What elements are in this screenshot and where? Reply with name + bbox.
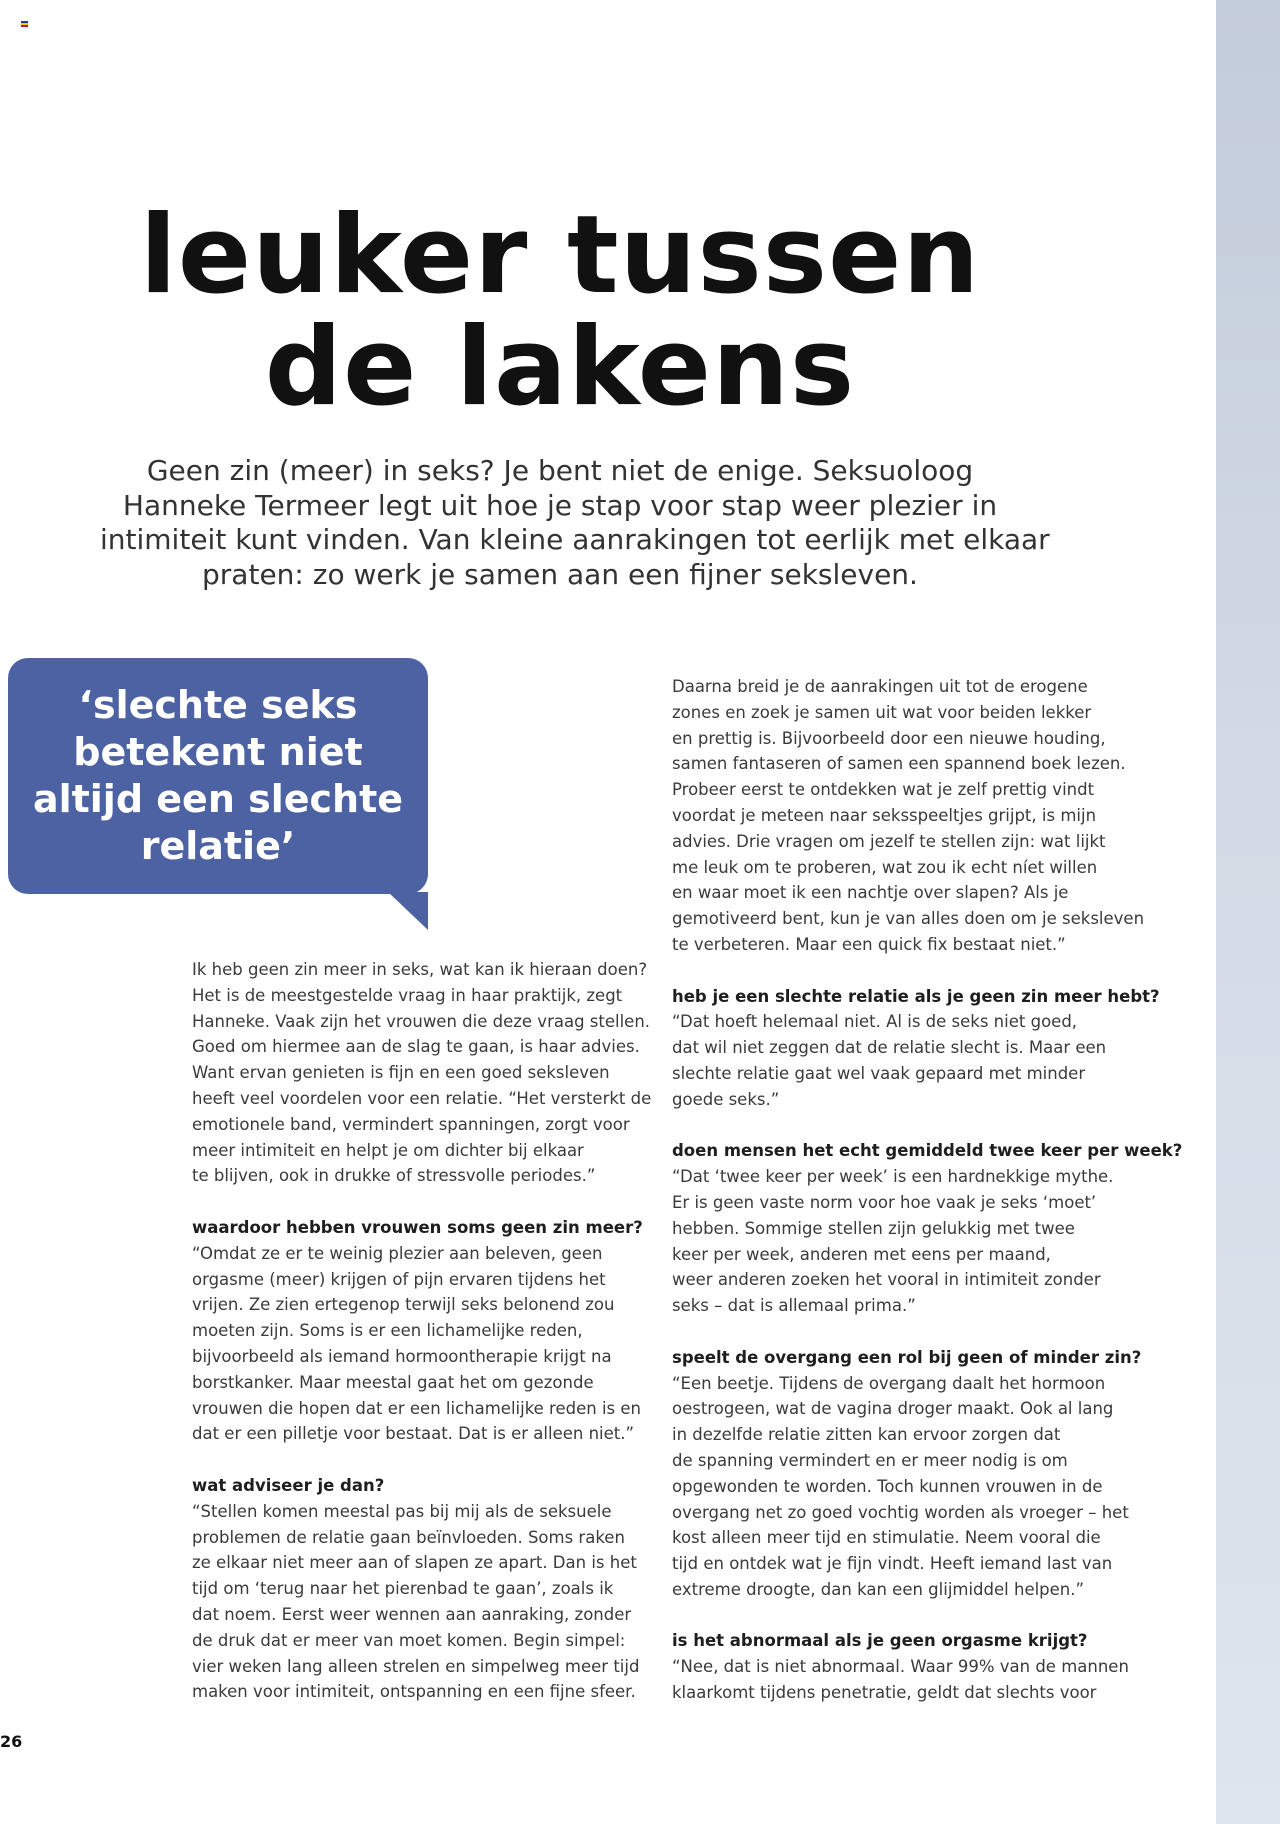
body-line: “Een beetje. Tijdens de overgang daalt het hormoon (672, 1373, 1106, 1393)
qa-block (672, 1138, 1183, 1319)
page-number: 26 (0, 1732, 23, 1751)
body-line: heeft veel voordelen voor een relatie. “Het versterkt de (192, 1088, 652, 1108)
body-line: dat noem. Eerst weer wennen aan aanraking, zonder (192, 1604, 632, 1624)
body-line: me leuk om te proberen, wat zou ik echt níet willen (672, 857, 1098, 877)
pull-quote (8, 682, 428, 870)
qa-block (672, 1345, 1142, 1603)
headline-line: leuker tussen (139, 193, 981, 318)
flag-icon (21, 21, 28, 27)
intro-line: Geen zin (meer) in seks? Je bent niet de enige. Seksuoloog (146, 454, 974, 487)
body-line: orgasme (meer) krijgen of pijn ervaren tijdens het (192, 1269, 606, 1289)
qa-block (192, 1215, 643, 1447)
pull-quote-line: ‘slechte seks (78, 683, 358, 727)
body-line: Ik heb geen zin meer in seks, wat kan ik hieraan doen? (192, 960, 648, 979)
pull-quote-line: altijd een slechte (32, 777, 404, 821)
body-line: Goed om hiermee aan de slag te gaan, is haar advies. (192, 1037, 640, 1057)
body-line: “Dat ‘twee keer per week’ is een hardnekkige mythe. (672, 1167, 1114, 1187)
body-line: de spanning vermindert en er meer nodig is om (672, 1450, 1068, 1470)
body-line: ze elkaar niet meer aan of slapen ze apart. Dan is het (192, 1553, 637, 1573)
intro-line: intimiteit kunt vinden. Van kleine aanrakingen tot eerlijk met elkaar (100, 523, 1050, 556)
question-heading: waardoor hebben vrouwen soms geen zin meer? (192, 1217, 643, 1237)
qa-block (672, 984, 1160, 1113)
body-line: slechte relatie gaat wel vaak gepaard met minder (672, 1063, 1086, 1083)
pull-quote-tail (388, 892, 428, 930)
flag-stripe-3 (21, 25, 28, 27)
body-line: moeten zijn. Soms is er een lichamelijke reden, (192, 1321, 583, 1341)
body-line: vrouwen die hopen dat er een lichamelijke reden is en (192, 1398, 641, 1418)
body-line: meer intimiteit en helpt je om dichter bij elkaar (192, 1140, 584, 1160)
article-headline (80, 193, 1040, 430)
body-line: tijd om ‘terug naar het pierenbad te gaan’, zoals ik (192, 1579, 614, 1599)
body-line: dat er een pilletje voor bestaat. Dat is er alleen niet.” (192, 1424, 635, 1444)
body-line: vier weken lang alleen strelen en simpelweg meer tijd (192, 1656, 640, 1676)
question-heading: wat adviseer je dan? (192, 1475, 385, 1495)
pull-quote-line: betekent niet (73, 730, 363, 774)
article-intro (100, 454, 1050, 592)
body-line: Er is geen vaste norm voor hoe vaak je seks ‘moet’ (672, 1192, 1097, 1212)
body-line: gemotiveerd bent, kun je van alles doen om je seksleven (672, 909, 1145, 929)
body-line: voordat je meteen naar seksspeeltjes grijpt, is mijn (672, 805, 1097, 825)
question-heading: doen mensen het echt gemiddeld twee keer per week? (672, 1141, 1183, 1161)
body-line: in dezelfde relatie zitten kan ervoor zorgen dat (672, 1425, 1061, 1445)
body-line: goede seks.” (672, 1089, 780, 1109)
body-line: klaarkomt tijdens penetratie, geldt dat slechts voor (672, 1683, 1097, 1703)
body-line: opgewonden te worden. Toch kunnen vrouwen in de (672, 1476, 1103, 1496)
body-line: borstkanker. Maar meestal gaat het om gezonde (192, 1372, 594, 1392)
body-line: tijd en ontdek wat je fijn vindt. Heeft iemand last van (672, 1554, 1113, 1574)
question-heading: speelt de overgang een rol bij geen of minder zin? (672, 1347, 1142, 1367)
question-heading: heb je een slechte relatie als je geen zin meer hebt? (672, 986, 1160, 1006)
body-line: overgang net zo goed vochtig worden als vroeger – het (672, 1502, 1129, 1522)
body-line: Het is de meestgestelde vraag in haar praktijk, zegt (192, 985, 623, 1005)
body-line: “Omdat ze er te weinig plezier aan beleven, geen (192, 1243, 603, 1263)
intro-line: praten: zo werk je samen aan een fijner seksleven. (202, 557, 918, 591)
body-paragraph (672, 674, 1145, 958)
body-line: Probeer eerst te ontdekken wat je zelf prettig vindt (672, 780, 1095, 800)
left-column (192, 957, 652, 1705)
intro-line: Hanneke Termeer legt uit hoe je stap voor stap weer plezier in (122, 488, 998, 522)
question-heading: is het abnormaal als je geen orgasme krijgt? (672, 1631, 1088, 1651)
body-line: keer per week, anderen met eens per maand, (672, 1244, 1051, 1264)
body-line: seks – dat is allemaal prima.” (672, 1296, 916, 1316)
pull-quote-line: relatie’ (140, 824, 296, 868)
body-line: extreme droogte, dan kan een glijmiddel helpen.” (672, 1579, 1085, 1599)
body-line: Want ervan genieten is fijn en een goed seksleven (192, 1063, 610, 1083)
body-line: “Dat hoeft helemaal niet. Al is de seks niet goed, (672, 1012, 1078, 1032)
body-line: kost alleen meer tijd en stimulatie. Neem vooral die (672, 1528, 1101, 1548)
body-line: te verbeteren. Maar een quick fix bestaat niet.” (672, 934, 1066, 954)
body-line: maken voor intimiteit, ontspanning en een fijne sfeer. (192, 1682, 636, 1702)
qa-block (672, 1628, 1129, 1705)
body-line: hebben. Sommige stellen zijn gelukkig met twee (672, 1218, 1075, 1238)
body-line: dat wil niet zeggen dat de relatie slecht is. Maar een (672, 1038, 1107, 1058)
body-line: Daarna breid je de aanrakingen uit tot de erogene (672, 677, 1088, 696)
body-line: te blijven, ook in drukke of stressvolle periodes.” (192, 1166, 596, 1186)
headline-line: de lakens (264, 305, 856, 430)
right-column (672, 674, 1183, 1706)
body-line: problemen de relatie gaan beïnvloeden. Soms raken (192, 1527, 625, 1547)
body-line: advies. Drie vragen om jezelf te stellen zijn: wat lijkt (672, 831, 1106, 851)
body-line: en waar moet ik een nachtje over slapen? Als je (672, 883, 1069, 903)
body-line: vrijen. Ze zien ertegenop terwijl seks belonend zou (192, 1295, 615, 1315)
qa-block (192, 1473, 640, 1705)
body-line: samen fantaseren of samen een spannend boek lezen. (672, 754, 1126, 774)
body-line: en prettig is. Bijvoorbeeld door een nieuwe houding, (672, 728, 1106, 748)
body-line: weer anderen zoeken het vooral in intimiteit zonder (672, 1270, 1101, 1290)
body-line: de druk dat er meer van moet komen. Begin simpel: (192, 1630, 626, 1650)
page-edge-strip (1216, 0, 1280, 1824)
body-paragraph (192, 957, 652, 1189)
body-line: Hanneke. Vaak zijn het vrouwen die deze vraag stellen. (192, 1011, 651, 1031)
body-line: “Nee, dat is niet abnormaal. Waar 99% van de mannen (672, 1657, 1129, 1677)
body-line: emotionele band, vermindert spanningen, zorgt voor (192, 1114, 630, 1134)
body-line: “Stellen komen meestal pas bij mij als de seksuele (192, 1501, 612, 1521)
body-line: bijvoorbeeld als iemand hormoontherapie krijgt na (192, 1346, 612, 1366)
body-line: zones en zoek je samen uit wat voor beiden lekker (672, 702, 1092, 722)
body-line: oestrogeen, wat de vagina droger maakt. Ook al lang (672, 1399, 1114, 1419)
